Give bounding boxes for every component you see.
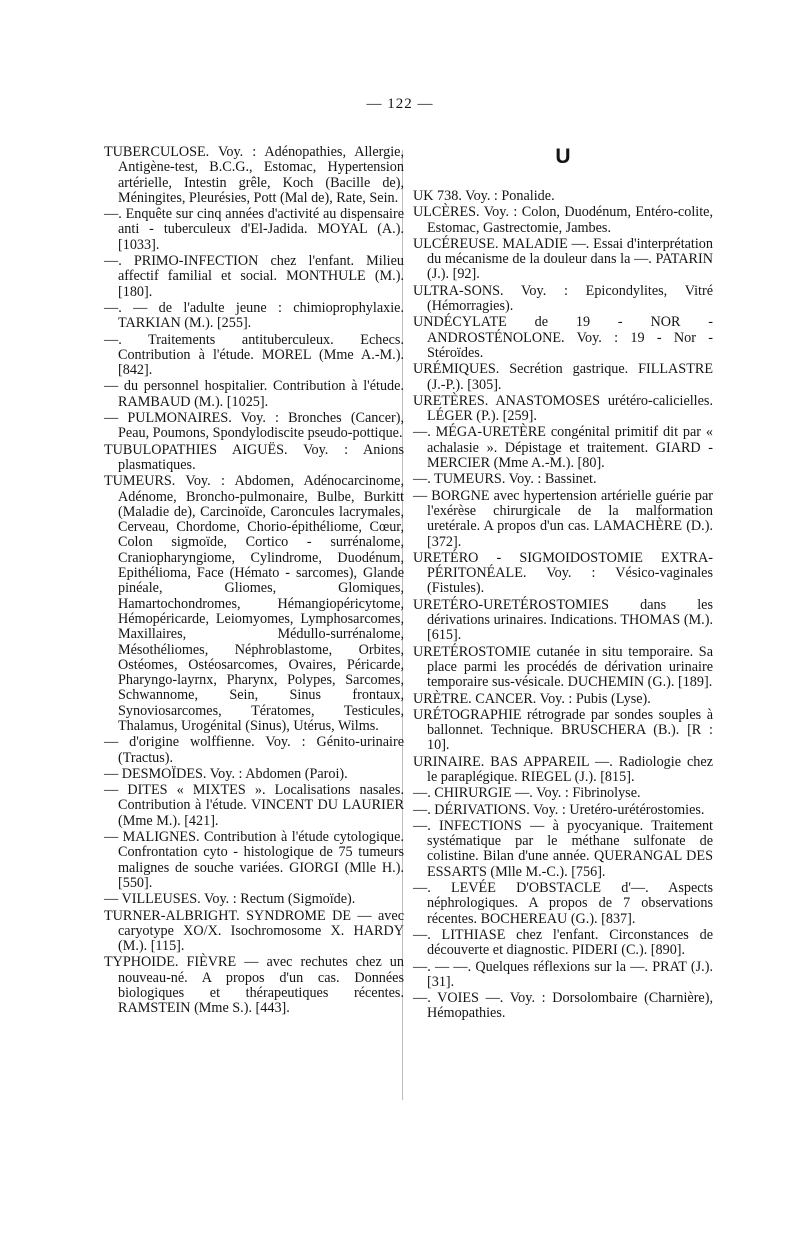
index-entry: —. — —. Quelques réflexions sur la —. PRAT (J.). [31]. — [413, 958, 713, 990]
index-entry: TUMEURS. Voy. : Abdomen, Adénocarcinome, Adénome, Broncho-pulmonaire, Bulbe, Burkitt (Maladie de), Carcinoïde, Caroncules lacrymales, Cerveau, Chordome, Chorio-épithéliome, Cœur, Colon sigmoïde, Cortico - surrénalome, Craniopharyngiome, Cylindrome, Duodénum, Epithélioma, Face (Hémato - sarcomes), Glande pinéale, Gliomes, Glomiques, Hamartochondromes, Hémangiopéricytome, Hémopéricarde, Leiomyomes, Lymphosarcomes, Maxillaires, Médullo-surrénalome, Mésothéliomes, Néphroblastome, Orbites, Ostéomes, Ostéosarcomes, Ovaires, Péricarde, Pharyngo-layrnx, Pharynx, Polypes, Sarcomes, Schwannome, Sein, Sinus frontaux, Synoviosarcomes, Tératomes, Testicules, Thalamus, Urogénital (Sinus), Utérus, Wilms. — [104, 473, 404, 734]
index-entry: URETÉROSTOMIE cutanée in situ temporaire. Sa place parmi les procédés de dérivation urinaire temporaire sus-vésicale. DUCHEMIN (G.). [189]. — [413, 643, 713, 691]
index-entry: URÉTOGRAPHIE rétrograde par sondes souples à ballonnet. Technique. BRUSCHERA (B.). [R : 10]. — [413, 706, 713, 754]
index-entry: —. LEVÉE D'OBSTACLE d'—. Aspects néphrologiques. A propos de 7 observations récentes. BOCHEREAU (G.). [837]. — [413, 880, 713, 927]
index-entry: TUBERCULOSE. Voy. : Adénopathies, Allergie, Antigène-test, B.C.G., Estomac, Hypertension artérielle, Intestin grêle, Koch (Bacille de), Méningites, Pleurésies, Pott (Mal de), Rate, Sein. — [104, 144, 404, 206]
index-entry: UNDÉCYLATE de 19 - NOR - ANDROSTÉNOLONE. Voy. : 19 - Nor - Stéroïdes. — [413, 314, 713, 361]
index-entry: URÈTRE. CANCER. Voy. : Pubis (Lyse). — [413, 690, 651, 707]
index-entry: — DITES « MIXTES ». Localisations nasales. Contribution à l'étude. VINCENT DU LAURIER (Mme M.). [421]. — [104, 782, 404, 829]
index-entry: URETÈRES. ANASTOMOSES urétéro-calicielles. LÉGER (P.). [259]. — [413, 392, 713, 425]
index-entry: — MALIGNES. Contribution à l'étude cytologique. Confrontation cyto - histologique de 75 tumeurs malignes de souche variées. GIORGI (Mlle H.). [550]. — [104, 829, 404, 891]
index-entry: TUBULOPATHIES AIGUËS. Voy. : Anions plasmatiques. — [104, 441, 404, 473]
index-entry: —. MÉGA-URETÈRE congénital primitif dit par « achalasie ». Dépistage et traitement. GIARD - MERCIER (Mme A.-M.). [80]. — [413, 424, 713, 472]
index-entry: — DESMOÏDES. Voy. : Abdomen (Paroi). — [104, 765, 348, 782]
index-entry: —. Enquête sur cinq années d'activité au dispensaire anti - tuberculeux d'El-Jadida. MOYAL (A.). [1033]. — [104, 206, 404, 253]
index-entry: — PULMONAIRES. Voy. : Bronches (Cancer), Peau, Poumons, Spondylodiscite pseudo-pottique. — [104, 410, 404, 442]
index-entry: URETÉRO-URETÉROSTOMIES dans les dérivations urinaires. Indications. THOMAS (M.). [615]. — [413, 596, 713, 644]
index-entry: —. INFECTIONS — à pyocyanique. Traitement systématique par le méthane sulfonate de colistine. Bilan d'une année. QUERANGAL DES ESSARTS (Mlle M.-C.). [756]. — [413, 817, 713, 880]
index-entry: —. — de l'adulte jeune : chimioprophylaxie. TARKIAN (M.). [255]. — [104, 299, 404, 332]
index-entry: ULCÈRES. Voy. : Colon, Duodénum, Entéro-colite, Estomac, Gastrectomie, Jambes. — [413, 204, 713, 236]
index-entry: — VILLEUSES. Voy. : Rectum (Sigmoïde). — [104, 891, 356, 908]
index-entry: —. PRIMO-INFECTION chez l'enfant. Milieu affectif familial et social. MONTHULE (M.). [180]. — [104, 253, 404, 300]
index-entry: —. Traitements antituberculeux. Echecs. Contribution à l'étude. MOREL (Mme A.-M.). [842]. — [104, 331, 404, 379]
index-entry: TYPHOIDE. FIÈVRE — avec rechutes chez un nouveau-né. A propos d'un cas. Données biologiques et thérapeutiques récentes. RAMSTEIN (Mme S.). [443]. — [104, 954, 404, 1017]
index-entry: — du personnel hospitalier. Contribution à l'étude. RAMBAUD (M.). [1025]. — [104, 378, 404, 410]
index-entry: ULCÉREUSE. MALADIE —. Essai d'interprétation du mécanisme de la douleur dans la —. PATARIN (J.). [92]. — [413, 235, 713, 283]
index-entry: URÉMIQUES. Secrétion gastrique. FILLASTRE (J.-P.). [305]. — [413, 361, 713, 393]
index-entry: —. VOIES —. Voy. : Dorsolombaire (Charnière), Hémopathies. — [413, 990, 713, 1022]
index-entry: URETÉRO - SIGMOIDOSTOMIE EXTRA-PÉRITONÉALE. Voy. : Vésico-vaginales (Fistules). — [413, 549, 713, 597]
index-entry: TURNER-ALBRIGHT. SYNDROME DE — avec caryotype XO/X. Isochromosome X. HARDY (M.). [115]. — [104, 907, 404, 955]
left-column — [104, 145, 404, 1018]
index-entry: —. LITHIASE chez l'enfant. Circonstances de découverte et diagnostic. PIDERI (C.). [890]. — [413, 926, 713, 959]
index-entry: ULTRA-SONS. Voy. : Epicondylites, Vitré (Hémorragies). — [413, 282, 713, 315]
index-entry: —. DÉRIVATIONS. Voy. : Uretéro-urétérostomies. — [413, 801, 705, 818]
letter-heading: U — [555, 145, 571, 168]
index-entry: UK 738. Voy. : Ponalide. — [413, 188, 555, 204]
index-entry: —. CHIRURGIE —. Voy. : Fibrinolyse. — [413, 785, 641, 802]
index-entry: URINAIRE. BAS APPAREIL —. Radiologie chez le paraplégique. RIEGEL (J.). [815]. — [413, 753, 713, 785]
index-entry: — BORGNE avec hypertension artérielle guérie par l'exérèse chirurgicale de la malformation uretérale. A propos d'un cas. LAMACHÈRE (D.). [372]. — [413, 487, 713, 550]
index-entry: —. TUMEURS. Voy. : Bassinet. — [413, 471, 597, 488]
index-entry: — d'origine wolffienne. Voy. : Génito-urinaire (Tractus). — [104, 734, 404, 766]
right-column — [413, 145, 713, 1023]
page-number: — 122 — — [366, 96, 434, 112]
